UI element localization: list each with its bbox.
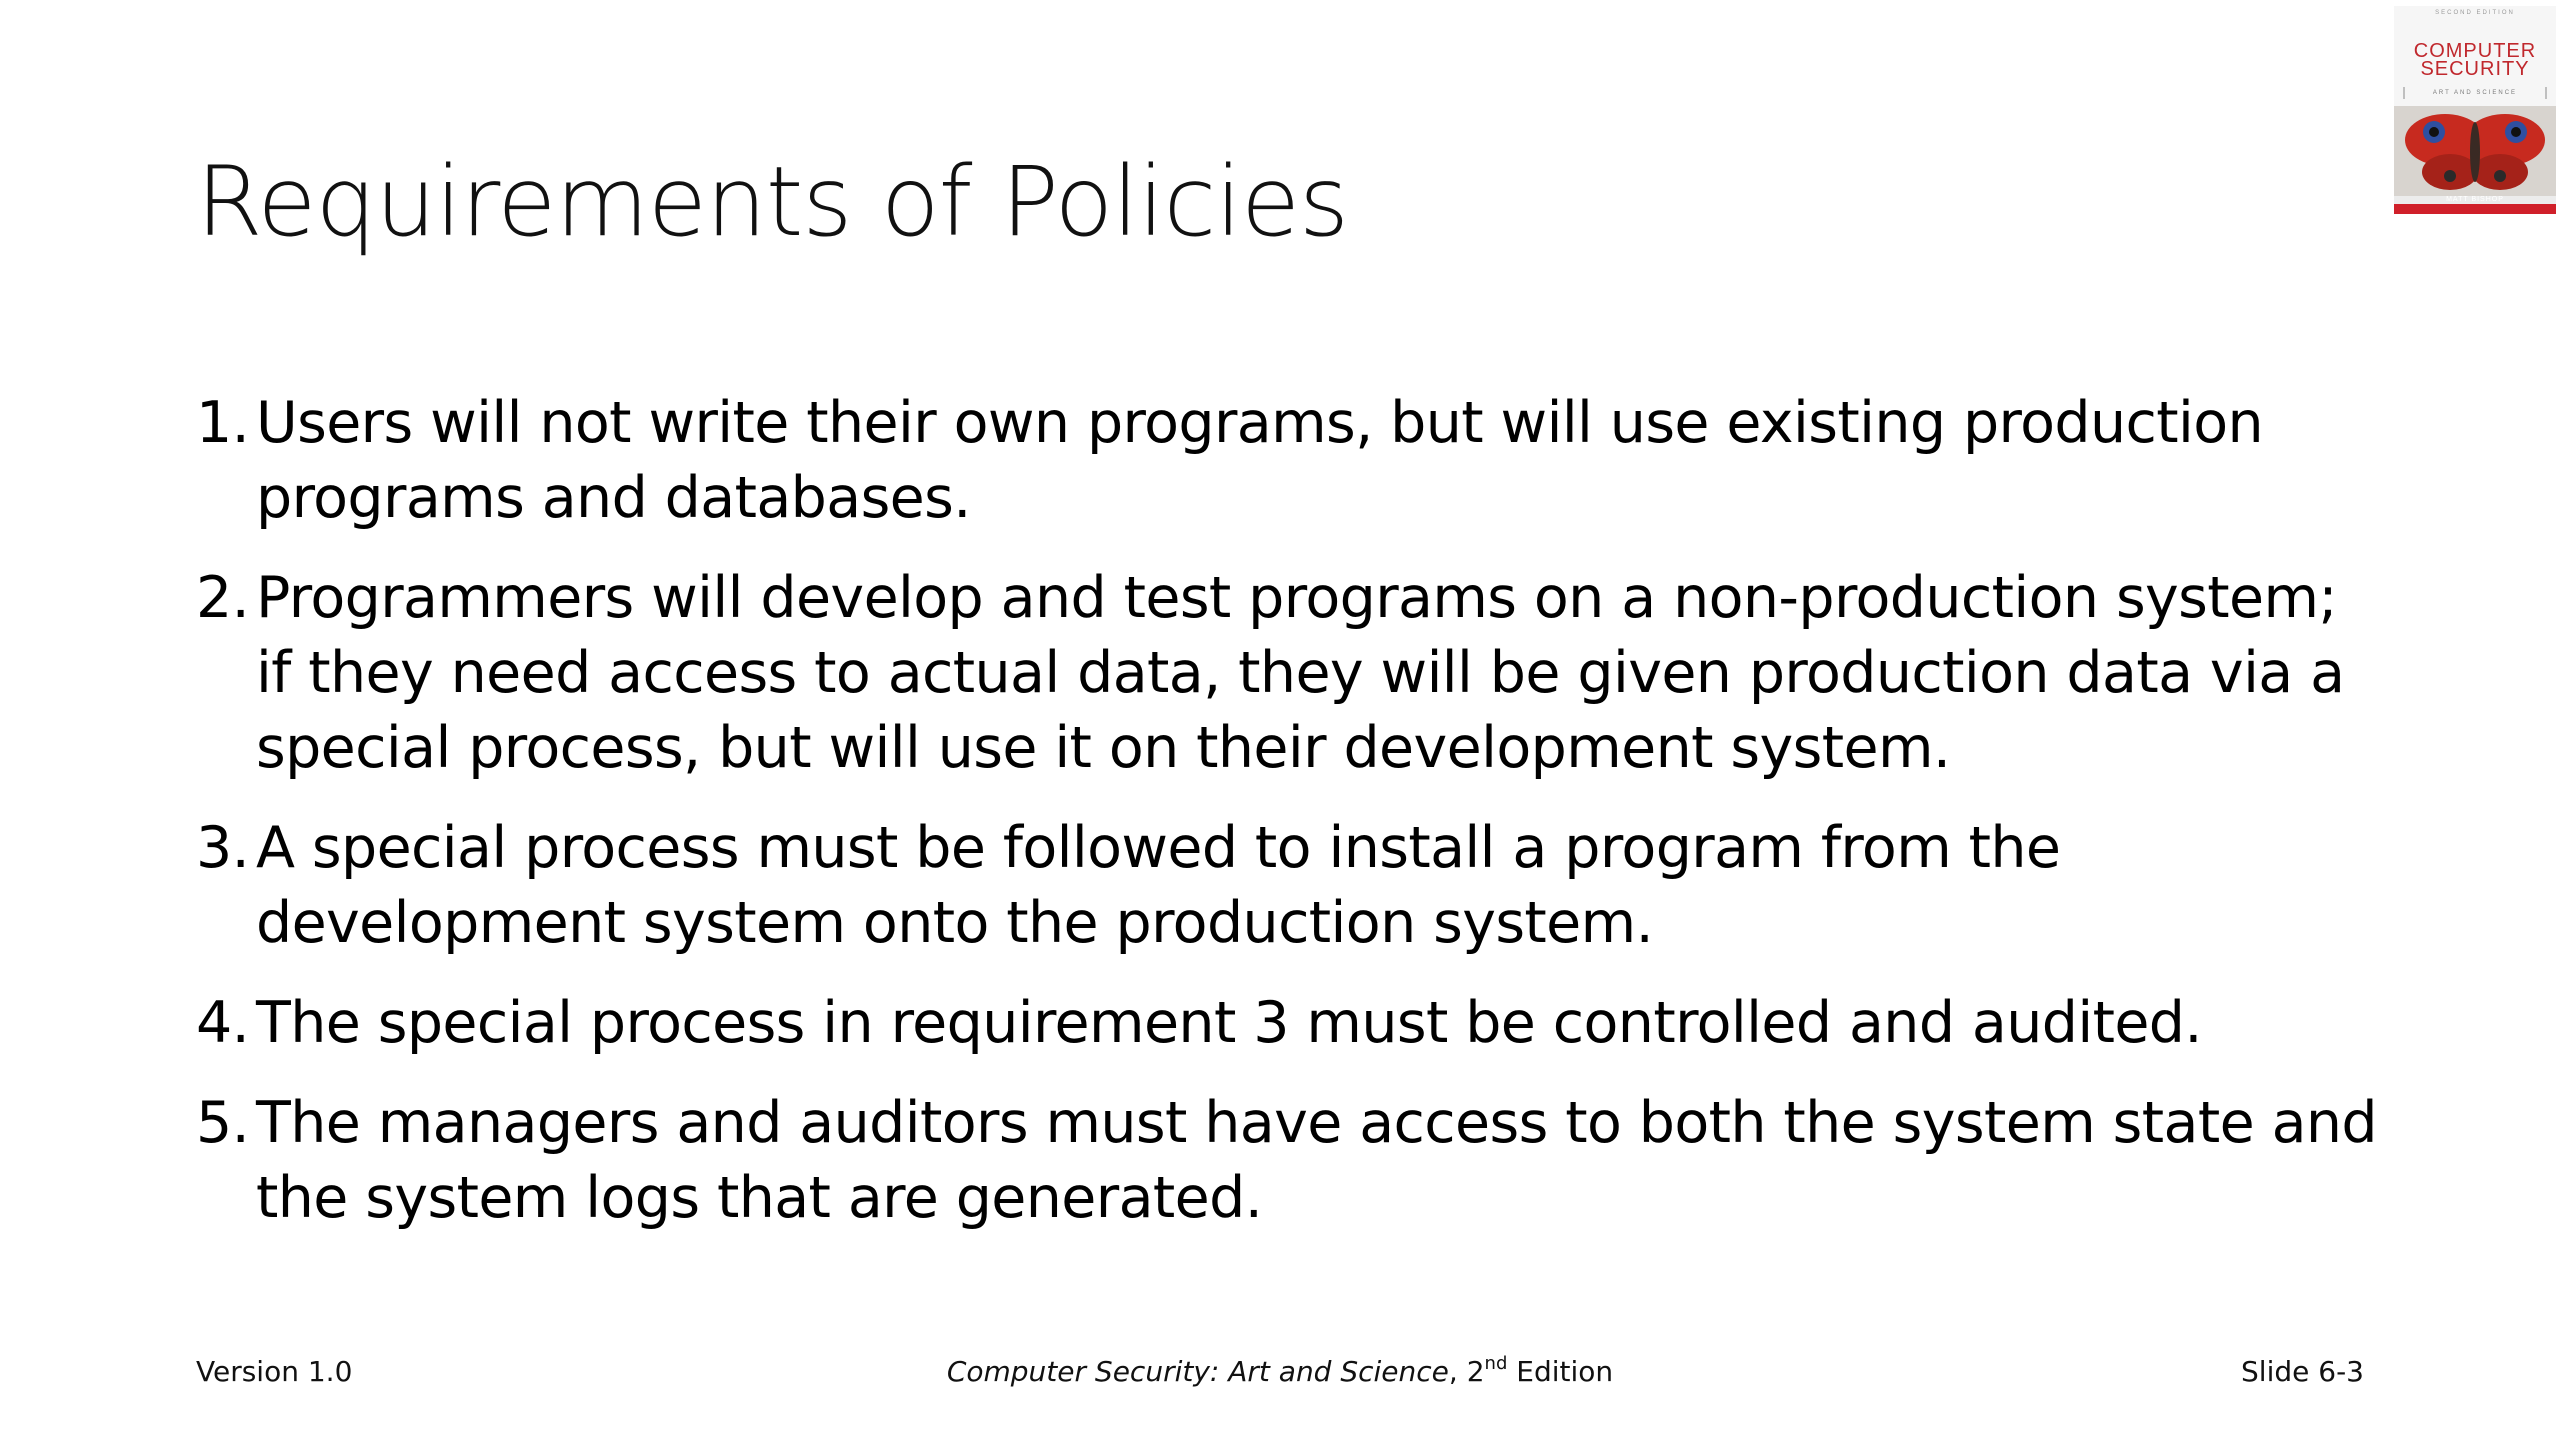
requirements-list [196,386,2416,1261]
list-item-line: programs and databases. [256,465,971,531]
book-cover-logo [2390,0,2560,220]
list-item-number: 1. [196,390,250,456]
list-item-number: 3. [196,815,250,881]
cover-subtitle: ART AND SCIENCE [2432,90,2518,96]
footer-slide-number: Slide 6-3 [2241,1355,2364,1388]
list-item [196,561,2416,786]
list-item-line: the system logs that are generated. [256,1165,1263,1231]
slide-title: Requirements of Policies [196,146,1349,258]
list-item [196,1086,2416,1236]
list-item-line: special process, but will use it on their development system. [256,715,1951,781]
footer-edition-suffix: nd [1484,1353,1508,1374]
cover-title-line2: SECURITY [2420,58,2530,80]
footer-book-title: Computer Security: Art and Science [946,1355,1449,1388]
footer-edition-word: Edition [1507,1355,1614,1388]
footer-book-citation [0,1354,2560,1390]
footer-separator: , [1448,1355,1467,1388]
list-item [196,811,2416,961]
list-item [196,986,2416,1061]
cover-author: MATT BISHOP [2446,196,2504,203]
butterfly-icon [2394,106,2556,196]
list-item-number: 2. [196,565,250,631]
list-item-line: The special process in requirement 3 must be controlled and audited. [256,990,2202,1056]
list-item-number: 5. [196,1090,250,1156]
list-item [196,386,2416,536]
footer-version: Version 1.0 [196,1355,353,1388]
footer-edition-number: 2 [1466,1355,1485,1388]
list-item-line: development system onto the production system. [256,890,1654,956]
list-item-number: 4. [196,990,250,1056]
list-item-line: Programmers will develop and test programs on a non-production system; [256,565,2338,631]
list-item-line: The managers and auditors must have access to both the system state and [256,1090,2378,1156]
cover-title-line1: COMPUTER [2413,40,2537,62]
list-item-line: Users will not write their own programs, but will use existing production [256,390,2264,456]
list-item-line: if they need access to actual data, they will be given production data via a [256,640,2345,706]
cover-edition-banner: SECOND EDITION [2435,10,2515,16]
list-item-line: A special process must be followed to install a program from the [256,815,2061,881]
